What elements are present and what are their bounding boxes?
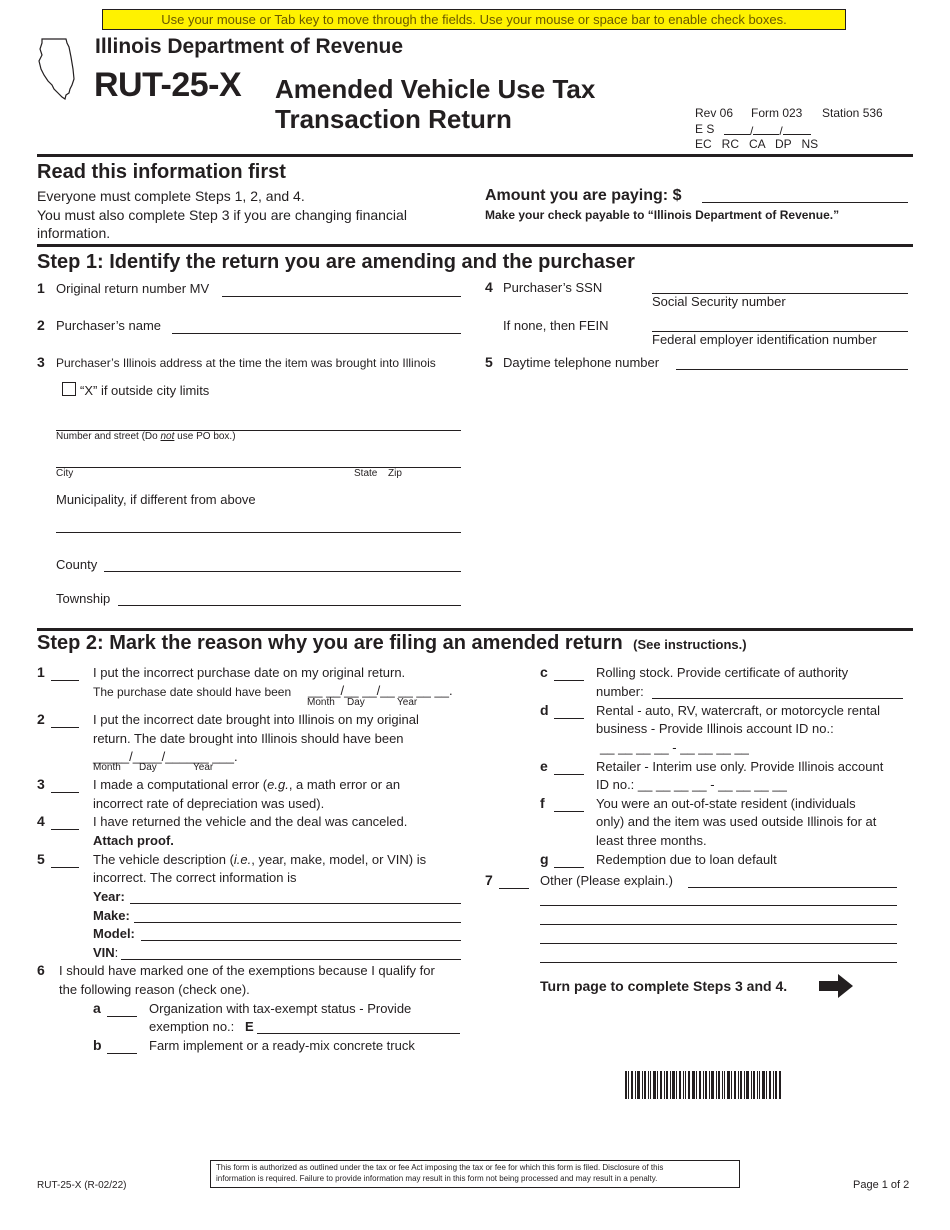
exemption-c-input[interactable] [554,666,584,681]
exemption-a-letter: a [93,1000,101,1016]
exemption-c-text: Rolling stock. Provide certificate of authority [596,665,849,680]
step1-item-number: 5 [485,354,493,370]
fein-sublabel: Federal employer identification number [652,332,877,347]
exemption-e-input[interactable] [554,760,584,775]
reason-4-text: I have returned the vehicle and the deal was canceled. [93,814,408,829]
form-id: RUT-25-X [94,66,242,104]
vin-field-label: VIN: [93,945,119,960]
street-label: Number and street (Do not use PO box.) [56,431,236,442]
reason-3-number: 3 [37,776,45,792]
exemption-a-input[interactable] [107,1002,137,1017]
reason-2-number: 2 [37,711,45,727]
exemption-e-text: Retailer - Interim use only. Provide Illinois account [596,759,884,774]
info-line1: Everyone must complete Steps 1, 2, and 4. [37,188,305,204]
county-input[interactable] [104,557,461,572]
reason-1-number: 1 [37,664,45,680]
month-label: Month [93,762,121,773]
exemption-f-text: least three months. [596,833,707,848]
reason-2-text: return. The date brought into Illinois should have been [93,731,404,746]
month-label: Month [307,697,335,708]
city-label: City [56,468,74,479]
step1-item-number: 4 [485,279,493,295]
illinois-state-icon [36,35,80,103]
brought-date-template: _____/____/______ ___. [93,749,238,764]
outside-city-checkbox[interactable] [62,382,76,396]
banner-text: Use your mouse or Tab key to move through the fields. Use your mouse or space bar to enable check boxes. [161,12,787,27]
reason-3-text: incorrect rate of depreciation was used). [93,796,325,811]
exemption-f-text: only) and the item was used outside Illinois for at [596,814,877,829]
instruction-banner [102,9,846,30]
reason-1-subtext: The purchase date should have been [93,685,292,699]
attach-proof: Attach proof. [93,833,174,848]
step1-title: Step 1: Identify the return you are amending and the purchaser [37,251,635,273]
reason-2-text: I put the incorrect date brought into Illinois on my original [93,712,419,727]
year-label: Year [193,762,214,773]
divider [37,628,913,631]
reason-1-text: I put the incorrect purchase date on my original return. [93,665,406,680]
disclosure-notice [210,1160,740,1188]
city-state-zip-input[interactable] [56,453,461,468]
exemption-d-letter: d [540,702,549,718]
other-explain-input-3[interactable] [540,910,897,925]
reason-5-number: 5 [37,851,45,867]
exemption-prefix: E [245,1019,254,1034]
purchase-date-template: __ __/__ __/__ __ __ __. [308,683,453,698]
station-number: Station 536 [822,106,883,120]
check-payable-note: Make your check payable to “Illinois Department of Revenue.” [485,208,840,222]
reason-1-input[interactable] [51,666,79,681]
form-title-line1: Amended Vehicle Use Tax [275,74,596,104]
vehicle-model-input[interactable] [141,926,461,941]
account-id-template: __ __ __ __ - __ __ __ __ [600,740,749,755]
page-number: Page 1 of 2 [853,1179,910,1191]
office-codes: EC RC CA DP NS [695,137,819,151]
form-number: Form 023 [751,106,803,120]
vehicle-year-input[interactable] [130,889,461,904]
step1-item-number: 2 [37,317,45,333]
purchaser-name-input[interactable] [172,319,461,334]
reason-4-number: 4 [37,813,45,829]
es-label: E S [695,122,715,136]
exemption-d-input[interactable] [554,704,584,719]
outside-city-label: “X” if outside city limits [80,383,210,398]
exemption-b-input[interactable] [107,1039,137,1054]
reason-7-input[interactable] [499,874,529,889]
other-explain-input-5[interactable] [540,948,897,963]
amount-label: Amount you are paying: $ [485,187,682,204]
info-line2: You must also complete Step 3 if you are changing financial [37,207,407,223]
reason-4-input[interactable] [51,815,79,830]
township-label: Township [56,591,111,606]
reason-3-input[interactable] [51,778,79,793]
vehicle-vin-input[interactable] [121,945,461,960]
exemption-d-text: business - Provide Illinois account ID no.: [596,721,834,736]
county-label: County [56,557,98,572]
reason-6-number: 6 [37,962,45,978]
reason-5-input[interactable] [51,853,79,868]
agency-name: Illinois Department of Revenue [95,35,404,58]
other-explain-input-2[interactable] [540,891,897,906]
exemption-f-letter: f [540,795,545,811]
exemption-number-input[interactable] [257,1019,460,1034]
exemption-e-letter: e [540,758,548,774]
phone-input[interactable] [676,355,908,370]
exemption-a-text: Organization with tax-exempt status - Provide [149,1001,412,1016]
arrow-right-icon [818,973,854,999]
exemption-g-input[interactable] [554,853,584,868]
exemption-d-text: Rental - auto, RV, watercraft, or motorcycle rental [596,703,880,718]
reason-5-text: The vehicle description (i.e., year, make, model, or VIN) is [93,852,427,867]
model-field-label: Model: [93,926,135,941]
step1-item-number: 3 [37,354,45,370]
ssn-input[interactable] [652,279,908,294]
other-label: Other (Please explain.) [540,873,673,888]
original-return-input[interactable] [222,282,461,297]
reason-6-text: I should have marked one of the exemptions because I qualify for [59,963,435,978]
state-label: State [354,468,378,479]
fein-input[interactable] [652,317,908,332]
reason-7-number: 7 [485,872,493,888]
municipality-label: Municipality, if different from above [56,492,256,507]
step1-item-number: 1 [37,280,45,296]
turn-page-note: Turn page to complete Steps 3 and 4. [540,978,788,994]
exemption-c-letter: c [540,664,548,680]
exemption-e-text: ID no.: __ __ __ __ - __ __ __ __ [596,777,787,792]
reason-6-text: the following reason (check one). [59,982,250,997]
street-input[interactable] [56,416,461,431]
other-explain-input-4[interactable] [540,929,897,944]
exemption-b-text: Farm implement or a ready-mix concrete truck [149,1038,415,1053]
municipality-input[interactable] [56,518,461,533]
divider [37,244,913,247]
ssn-label: Purchaser’s SSN [503,280,603,295]
form-title-line2: Transaction Return [275,104,512,134]
reason-2-input[interactable] [51,713,79,728]
exemption-a-text: exemption no.: [149,1019,235,1034]
original-return-label: Original return number MV [56,281,210,296]
phone-label: Daytime telephone number [503,355,660,370]
vehicle-make-input[interactable] [134,908,461,923]
purchaser-name-label: Purchaser’s name [56,318,162,333]
day-label: Day [347,697,365,708]
disclosure-line: information is required. Failure to provide information may result in this form not being processed and may result in a penalty. [216,1174,658,1183]
make-field-label: Make: [93,908,130,923]
amount-input[interactable] [702,188,908,203]
info-line3: information. [37,225,111,241]
form-revision: RUT-25-X (R-02/22) [37,1180,127,1191]
reason-5-text: incorrect. The correct information is [93,870,297,885]
day-label: Day [139,762,157,773]
es-date-blanks: / / [724,122,811,138]
barcode [625,1071,781,1099]
purchaser-address-label: Purchaser’s Illinois address at the time the item was brought into Illinois [56,356,436,370]
exemption-f-input[interactable] [554,797,584,812]
disclosure-line: This form is authorized as outlined under the tax or fee Act imposing the tax or fee for which this form is filed. Disclosure of this [216,1163,664,1172]
ssn-sublabel: Social Security number [652,294,786,309]
exemption-c-text: number: [596,684,644,699]
exemption-b-letter: b [93,1037,102,1053]
zip-label: Zip [388,468,402,479]
divider [37,154,913,157]
year-field-label: Year: [93,889,125,904]
exemption-g-text: Redemption due to loan default [596,852,777,867]
fein-label: If none, then FEIN [503,318,609,333]
township-input[interactable] [118,591,461,606]
other-explain-input-1[interactable] [688,873,897,888]
rev-code: Rev 06 [695,106,734,120]
info-title: Read this information first [37,161,286,183]
reason-3-text: I made a computational error (e.g., a math error or an [93,777,401,792]
exemption-f-text: You were an out-of-state resident (individuals [596,796,856,811]
year-label: Year [397,697,418,708]
step2-title: Step 2: Mark the reason why you are filing an amended return (See instructions.) [37,632,747,654]
certificate-number-input[interactable] [652,684,903,699]
exemption-g-letter: g [540,851,549,867]
